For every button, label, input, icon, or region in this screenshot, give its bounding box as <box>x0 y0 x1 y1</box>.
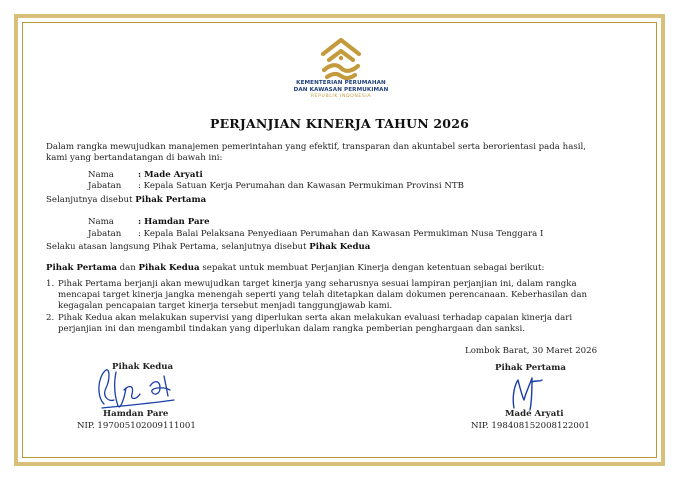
intro-line-2: kami yang bertandatangan di bawah ini: <box>46 153 223 163</box>
party2-designation: Pihak Kedua <box>309 242 371 252</box>
logo-line-3: REPUBLIK INDONESIA <box>310 94 372 99</box>
party1-jabatan-label: Jabatan <box>88 181 122 191</box>
agreement-rest: sepakat untuk membuat Perjanjian Kinerja dengan ketentuan sebagai berikut: <box>199 263 545 273</box>
party2-designation-prefix: Selaku atasan langsung Pihak Pertama, selanjutnya disebut <box>46 242 310 252</box>
party2-nama-value: : Hamdan Pare <box>138 217 210 227</box>
agreement-party2: Pihak Kedua <box>138 263 200 273</box>
logo-line-2: DAN KAWASAN PERMUKIMAN <box>293 87 389 93</box>
party2-nama-label: Nama <box>88 217 114 227</box>
agreement-mid: dan <box>116 263 139 273</box>
ministry-logo <box>286 34 396 108</box>
clause-1-line-3: kegagalan pencapaian target kinerja tersebut menjadi tanggungjawab kami. <box>58 301 393 311</box>
party1-designation-prefix: Selanjutnya disebut <box>46 195 136 205</box>
ministry-emblem-icon <box>315 34 367 80</box>
party2-jabatan-label: Jabatan <box>88 229 122 239</box>
signature-left-role: Pihak Kedua <box>112 362 174 372</box>
signature-right-name: Made Aryati <box>505 409 564 419</box>
clause-1-line-1: Pihak Pertama berjanji akan mewujudkan target kinerja yang seharusnya sesuai lampiran perjanjian ini, dalam rangka <box>58 279 577 289</box>
signature-left-nip: NIP. 197005102009111001 <box>77 421 196 431</box>
place-date: Lombok Barat, 30 Maret 2026 <box>465 346 598 356</box>
party1-jabatan-value: : Kepala Satuan Kerja Perumahan dan Kawasan Permukiman Provinsi NTB <box>138 181 464 191</box>
party1-nama-value: : Made Aryati <box>138 170 203 180</box>
signature-right-role: Pihak Pertama <box>495 363 566 373</box>
agreement-party1: Pihak Pertama <box>46 263 117 273</box>
logo-line-1: KEMENTERIAN PERUMAHAN <box>296 80 386 86</box>
signature-left-name: Hamdan Pare <box>103 409 169 419</box>
clause-2-number: 2. <box>46 313 55 323</box>
party2-designation-line <box>46 242 370 253</box>
party1-designation: Pihak Pertama <box>135 195 207 205</box>
party1-designation-line <box>46 195 206 206</box>
party2-jabatan-value: : Kepala Balai Pelaksana Penyediaan Perumahan dan Kawasan Permukiman Nusa Tenggara I <box>138 229 544 239</box>
party1-nama-label: Nama <box>88 170 114 180</box>
signature-right-icon <box>502 374 552 414</box>
signature-right-nip: NIP. 198408152008122001 <box>471 421 590 431</box>
clause-1-number: 1. <box>46 279 55 289</box>
document-title: PERJANJIAN KINERJA TAHUN 2026 <box>209 116 469 131</box>
signature-left-icon <box>90 366 190 414</box>
clause-2-line-1: Pihak Kedua akan melakukan supervisi yang diperlukan serta akan melakukan evaluasi terhadap capaian kinerja dari <box>58 313 573 323</box>
clause-2-line-2: perjanjian ini dan mengambil tindakan yang diperlukan dalam rangka pemberian penghargaan dan sanksi. <box>58 324 526 334</box>
intro-line-1: Dalam rangka mewujudkan manajemen pemerintahan yang efektif, transparan dan akuntabel serta berorientasi pada hasil, <box>46 142 586 152</box>
agreement-sentence <box>46 263 544 274</box>
clause-1-line-2: mencapai target kinerja jangka menengah seperti yang telah ditetapkan dalam dokumen perencanaan. Keberhasilan dan <box>58 290 588 300</box>
